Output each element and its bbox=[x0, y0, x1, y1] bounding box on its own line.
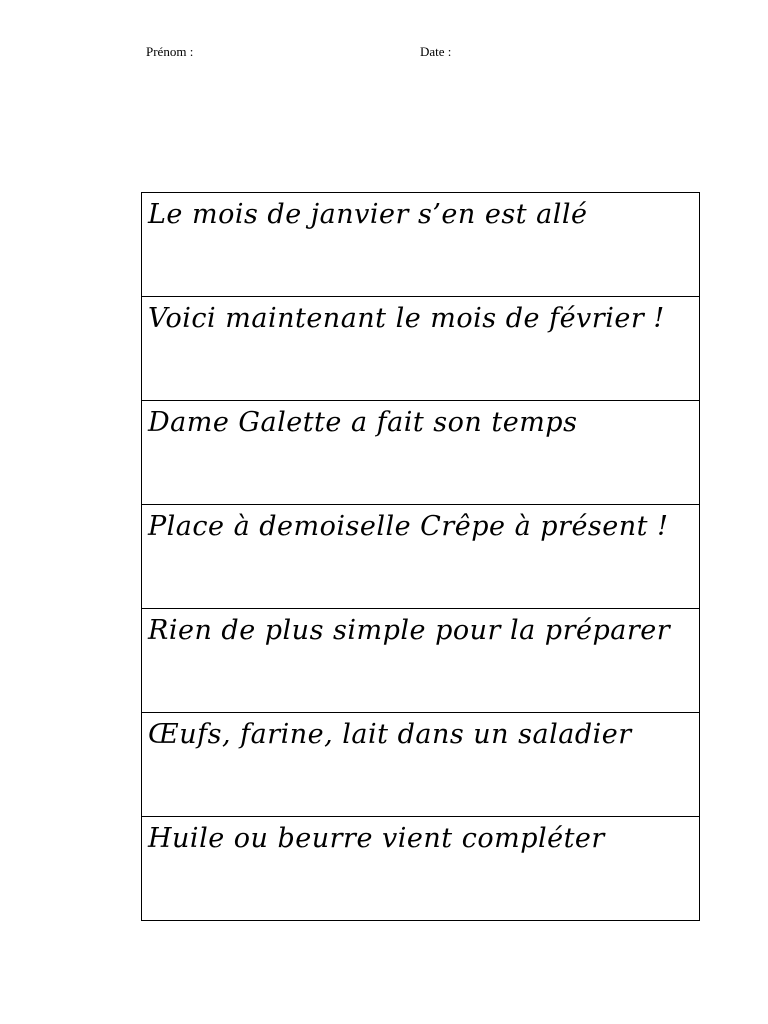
line-cell bbox=[142, 817, 700, 921]
cursive-line-3: Dame Galette a fait son temps bbox=[148, 407, 578, 438]
line-cell bbox=[142, 193, 700, 297]
table-row bbox=[142, 193, 700, 297]
date-label: Date : bbox=[420, 44, 452, 59]
cursive-line-4: Place à demoiselle Crêpe à présent ! bbox=[148, 511, 669, 542]
cursive-line-5: Rien de plus simple pour la préparer bbox=[148, 615, 671, 646]
prenom-label: Prénom : bbox=[146, 44, 194, 59]
line-cell bbox=[142, 713, 700, 817]
table-row bbox=[142, 713, 700, 817]
cursive-line-7: Huile ou beurre vient compléter bbox=[148, 823, 605, 854]
table-row bbox=[142, 297, 700, 401]
table-row bbox=[142, 609, 700, 713]
table-row bbox=[142, 817, 700, 921]
line-cell bbox=[142, 297, 700, 401]
line-cell bbox=[142, 401, 700, 505]
table-row bbox=[142, 401, 700, 505]
line-cell bbox=[142, 609, 700, 713]
table-row bbox=[142, 505, 700, 609]
line-cell bbox=[142, 505, 700, 609]
cursive-line-2: Voici maintenant le mois de février ! bbox=[148, 303, 665, 334]
writing-lines-table bbox=[141, 192, 700, 921]
cursive-line-1: Le mois de janvier s’en est allé bbox=[148, 199, 588, 230]
cursive-line-6: Œufs, farine, lait dans un saladier bbox=[148, 719, 632, 750]
